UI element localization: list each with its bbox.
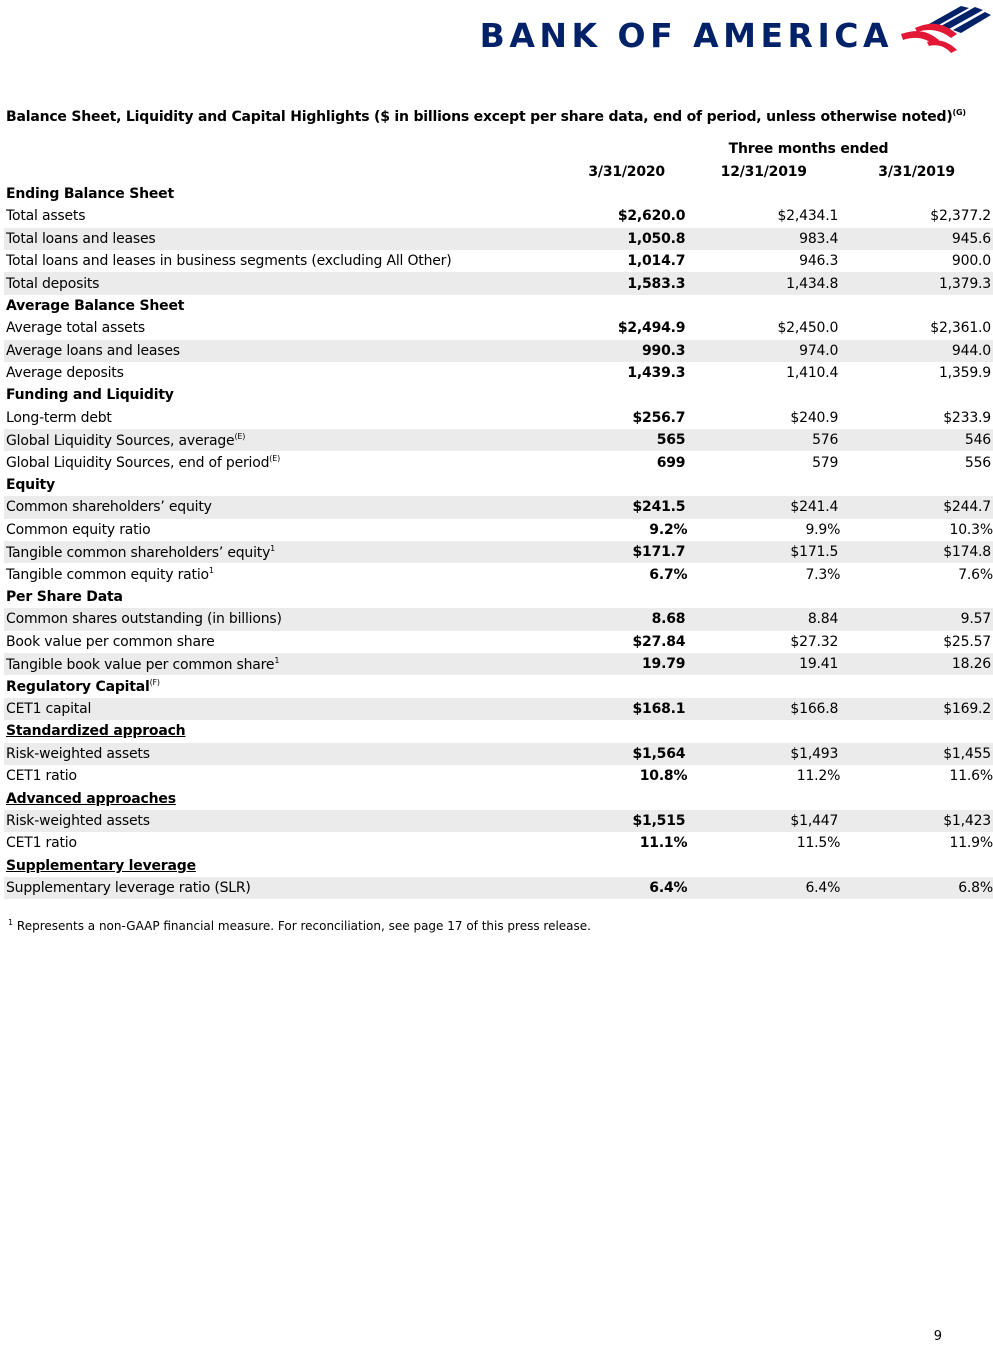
value-prior-quarter: 974.0	[687, 340, 840, 362]
row-label	[4, 653, 566, 675]
row-label	[4, 675, 566, 697]
row-label	[4, 765, 566, 787]
row-label	[4, 832, 566, 854]
row-label-text: Global Liquidity Sources, average	[6, 432, 235, 449]
row-label-text: Common equity ratio	[6, 521, 151, 538]
value-prior-year	[840, 586, 993, 608]
value-current	[566, 295, 687, 317]
row-label	[4, 631, 566, 653]
value-current: $1,564	[566, 743, 687, 765]
logo-wordmark: BANK OF AMERICA	[479, 16, 893, 55]
row-label-text: Funding and Liquidity	[6, 387, 174, 404]
value-current: $241.5	[566, 496, 687, 518]
row-footnote-ref: 1	[208, 566, 214, 576]
value-prior-year	[840, 295, 993, 317]
value-current: 699	[656, 454, 686, 471]
row-label-text: Long-term debt	[6, 409, 112, 426]
table-row	[4, 832, 993, 854]
value-prior-quarter: 1,434.8	[687, 272, 840, 294]
table-row	[4, 519, 993, 541]
value-prior-year	[840, 855, 993, 877]
table-row	[4, 317, 993, 339]
row-label	[4, 519, 566, 541]
value-prior-year: 11.6%	[949, 768, 993, 785]
value-prior-quarter: $1,447	[687, 810, 840, 832]
value-current: 10.8%	[639, 768, 688, 785]
row-label-text: Book value per common share	[6, 633, 215, 650]
section-header-row	[4, 474, 993, 496]
row-label-text: Regulatory Capital	[6, 679, 150, 696]
value-prior-year	[840, 474, 993, 496]
value-prior-year: $1,455	[840, 743, 993, 765]
table-row	[4, 608, 993, 630]
row-label-text: Supplementary leverage	[6, 857, 196, 874]
row-label-text: Average total assets	[6, 320, 145, 337]
value-prior-year: $233.9	[943, 409, 991, 426]
subsection-header-row	[4, 787, 993, 809]
row-label	[4, 877, 566, 899]
value-prior-year: 1,379.3	[840, 272, 993, 294]
value-prior-quarter	[687, 384, 840, 406]
value-prior-quarter: 8.84	[687, 608, 840, 630]
table-row	[4, 429, 993, 451]
page-title	[6, 108, 966, 125]
subsection-header-row	[4, 720, 993, 742]
row-label	[4, 810, 566, 832]
row-label	[4, 250, 566, 272]
value-prior-quarter: 576	[687, 429, 840, 451]
value-prior-year: $2,361.0	[930, 320, 991, 337]
table-row	[4, 541, 993, 563]
value-prior-quarter: $2,434.1	[777, 208, 839, 225]
title-text: Balance Sheet, Liquidity and Capital Highlights ($ in billions except per share data, end of period, unless otherwise noted)	[6, 109, 953, 125]
value-prior-year: 18.26	[840, 653, 993, 675]
row-label	[4, 720, 566, 742]
row-footnote-ref: (E)	[234, 431, 246, 441]
row-label-text: Total deposits	[6, 275, 100, 292]
row-label	[4, 451, 566, 473]
row-label-text: Tangible book value per common share	[6, 656, 275, 673]
value-current	[566, 183, 687, 205]
row-label-text: CET1 capital	[6, 700, 92, 717]
value-current: $1,515	[566, 810, 687, 832]
table-row	[4, 407, 993, 429]
value-prior-year: 945.6	[840, 228, 993, 250]
value-prior-year: 546	[840, 429, 993, 451]
value-prior-year: 944.0	[840, 340, 993, 362]
value-current	[566, 474, 687, 496]
value-prior-quarter: $166.8	[687, 698, 840, 720]
row-label-text: Risk-weighted assets	[6, 812, 150, 829]
value-prior-quarter: 946.3	[799, 253, 839, 270]
value-current: 565	[566, 429, 687, 451]
row-label	[4, 474, 566, 496]
row-label	[4, 317, 566, 339]
value-prior-quarter: $171.5	[687, 541, 840, 563]
row-label	[4, 429, 566, 451]
value-prior-quarter	[687, 787, 840, 809]
value-prior-year	[840, 183, 993, 205]
value-current	[566, 586, 687, 608]
value-current: $27.84	[632, 633, 686, 650]
value-current: $2,494.9	[617, 320, 686, 337]
row-label-text: Total loans and leases in business segments (excluding All Other)	[6, 253, 452, 270]
value-current: 19.79	[566, 653, 687, 675]
section-header-row	[4, 586, 993, 608]
row-label-text: Per Share Data	[6, 589, 123, 605]
value-prior-year: 10.3%	[949, 521, 993, 538]
footnote-text: Represents a non-GAAP financial measure. For reconciliation, see page 17 of this press release.	[16, 919, 591, 933]
value-current: $2,620.0	[617, 208, 686, 225]
value-prior-year	[840, 675, 993, 697]
value-current: 1,439.3	[627, 365, 686, 382]
value-prior-quarter: 9.9%	[805, 521, 841, 538]
row-label	[4, 608, 566, 630]
table-row	[4, 272, 993, 294]
section-header-row	[4, 183, 993, 205]
section-header-row	[4, 675, 993, 697]
row-label	[4, 183, 566, 205]
table-row	[4, 698, 993, 720]
value-prior-quarter: $241.4	[687, 496, 840, 518]
highlights-table	[4, 138, 993, 899]
value-prior-year: 556	[964, 454, 991, 471]
footnote-mark: 1	[8, 918, 14, 927]
row-label-text: Total loans and leases	[6, 230, 156, 247]
value-current: 1,050.8	[566, 228, 687, 250]
value-prior-quarter: $2,450.0	[777, 320, 839, 337]
row-label-text: CET1 ratio	[6, 835, 77, 852]
value-current: 6.7%	[649, 566, 688, 583]
table-row	[4, 250, 993, 272]
row-label-text: CET1 ratio	[6, 768, 77, 785]
row-label	[4, 855, 566, 877]
row-label	[4, 563, 566, 585]
row-label-text: Ending Balance Sheet	[6, 185, 174, 202]
row-footnote-ref: (E)	[269, 454, 280, 464]
row-label	[4, 496, 566, 518]
value-current: $168.1	[566, 698, 687, 720]
value-prior-year: 1,359.9	[938, 365, 991, 382]
table-row	[4, 340, 993, 362]
value-prior-quarter: 1,410.4	[786, 365, 839, 382]
value-prior-quarter: 19.41	[687, 653, 840, 675]
row-label-text: Standardized approach	[6, 723, 186, 740]
table-row	[4, 362, 993, 384]
value-prior-year: $2,377.2	[930, 208, 991, 225]
row-label-text: Total assets	[6, 208, 86, 225]
row-label-text: Supplementary leverage ratio (SLR)	[6, 880, 251, 897]
flag-icon	[899, 2, 991, 54]
value-prior-year	[840, 787, 993, 809]
table-row	[4, 765, 993, 787]
subsection-header-row	[4, 855, 993, 877]
value-prior-year: $174.8	[840, 541, 993, 563]
row-label-text: Risk-weighted assets	[6, 745, 150, 762]
row-label	[4, 787, 566, 809]
value-current	[566, 855, 687, 877]
value-prior-quarter	[687, 720, 840, 742]
column-header-current: 3/31/2020	[588, 163, 665, 180]
header-dates-row	[4, 160, 993, 182]
row-label	[4, 384, 566, 406]
row-label-text: Average deposits	[6, 365, 124, 382]
value-current: 990.3	[566, 340, 687, 362]
row-label	[4, 340, 566, 362]
value-prior-quarter: 6.4%	[687, 877, 840, 899]
row-footnote-ref: (F)	[149, 678, 160, 688]
row-label	[4, 407, 566, 429]
value-prior-quarter: 11.2%	[796, 768, 841, 785]
value-prior-quarter: 579	[812, 454, 839, 471]
header-group-row	[4, 138, 993, 160]
table-row	[4, 563, 993, 585]
header-group-label: Three months ended	[728, 141, 889, 158]
value-current: 1,583.3	[566, 272, 687, 294]
value-current	[566, 675, 687, 697]
table-row	[4, 743, 993, 765]
value-current: 1,014.7	[627, 253, 686, 270]
table-row	[4, 631, 993, 653]
row-label-text: Average Balance Sheet	[6, 297, 185, 314]
value-prior-year: $25.57	[943, 633, 991, 650]
value-current: 6.4%	[566, 877, 687, 899]
row-label-text: Tangible common shareholders’ equity	[6, 544, 271, 561]
row-label-text: Common shares outstanding (in billions)	[6, 611, 282, 628]
value-current: 8.68	[566, 608, 687, 630]
value-current	[566, 720, 687, 742]
row-label	[4, 205, 566, 227]
column-header-prior-year: 3/31/2019	[878, 163, 955, 180]
value-prior-quarter: 983.4	[687, 228, 840, 250]
row-label	[4, 228, 566, 250]
value-prior-year: 900.0	[951, 253, 991, 270]
value-current: 11.1%	[639, 835, 688, 852]
table-row	[4, 653, 993, 675]
value-prior-year: 9.57	[840, 608, 993, 630]
value-prior-quarter	[687, 183, 840, 205]
section-header-row	[4, 384, 993, 406]
title-note: (G)	[952, 108, 966, 117]
section-header-row	[4, 295, 993, 317]
value-prior-year: 7.6%	[958, 566, 993, 583]
row-label	[4, 743, 566, 765]
row-label	[4, 295, 566, 317]
page-number: 9	[933, 1329, 942, 1344]
row-footnote-ref: 1	[274, 655, 280, 665]
row-label-text: Advanced approaches	[6, 790, 176, 807]
row-label-text: Tangible common equity ratio	[6, 567, 209, 584]
table-row	[4, 877, 993, 899]
value-prior-quarter: 11.5%	[796, 835, 841, 852]
row-label-text: Equity	[6, 477, 55, 494]
value-current: 9.2%	[649, 521, 688, 538]
footnote	[8, 918, 591, 933]
row-label-text: Common shareholders’ equity	[6, 499, 212, 516]
value-prior-quarter	[687, 675, 840, 697]
value-prior-quarter	[687, 586, 840, 608]
value-prior-quarter: $1,493	[687, 743, 840, 765]
table-row	[4, 810, 993, 832]
value-prior-quarter	[687, 855, 840, 877]
value-current: $171.7	[566, 541, 687, 563]
value-current	[566, 384, 687, 406]
value-prior-quarter	[687, 474, 840, 496]
value-prior-quarter: $27.32	[790, 633, 839, 650]
table-row	[4, 496, 993, 518]
value-prior-year: 6.8%	[840, 877, 993, 899]
value-current	[566, 787, 687, 809]
value-prior-quarter: 7.3%	[805, 566, 841, 583]
row-label	[4, 586, 566, 608]
table-row	[4, 228, 993, 250]
bank-of-america-logo	[479, 2, 993, 55]
value-prior-year	[840, 720, 993, 742]
value-prior-quarter: $240.9	[790, 409, 839, 426]
value-prior-year: $1,423	[840, 810, 993, 832]
value-current: $256.7	[632, 409, 686, 426]
table-row	[4, 451, 993, 473]
value-prior-year	[840, 384, 993, 406]
value-prior-year: $244.7	[840, 496, 993, 518]
row-label	[4, 698, 566, 720]
row-footnote-ref: 1	[270, 543, 276, 553]
value-prior-year: $169.2	[840, 698, 993, 720]
value-prior-year: 11.9%	[949, 835, 993, 852]
column-header-prior-quarter: 12/31/2019	[720, 163, 807, 180]
row-label-text: Global Liquidity Sources, end of period	[6, 455, 270, 472]
row-label	[4, 541, 566, 563]
row-label	[4, 362, 566, 384]
table-row	[4, 205, 993, 227]
value-prior-quarter	[687, 295, 840, 317]
row-label	[4, 272, 566, 294]
row-label-text: Average loans and leases	[6, 342, 180, 359]
